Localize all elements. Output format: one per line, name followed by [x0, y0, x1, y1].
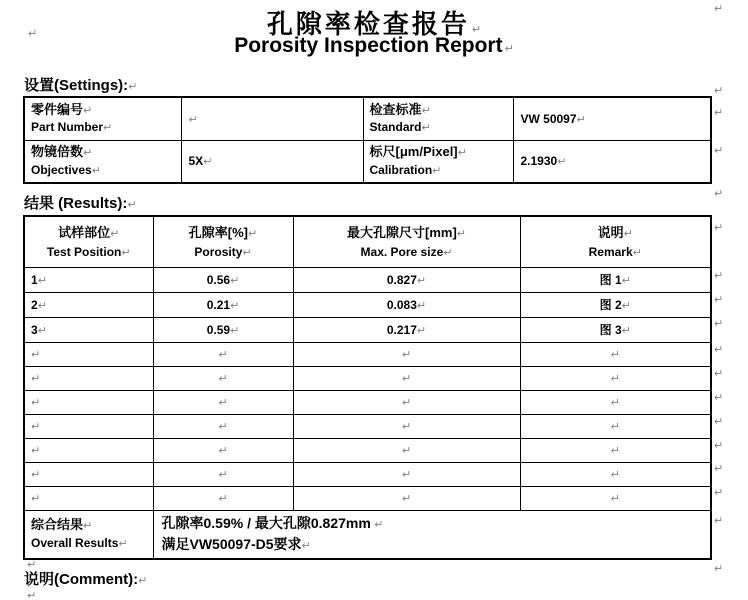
paragraph-mark: ↵ — [610, 372, 620, 385]
paragraph-mark: ↵ — [471, 23, 482, 36]
results-heading — [24, 192, 137, 213]
empty-cell — [293, 390, 520, 414]
paragraph-mark: ↵ — [621, 324, 631, 337]
paragraph-mark: ↵ — [83, 519, 93, 533]
cell-text: 0.083 — [386, 297, 417, 312]
paragraph-mark: ↵ — [714, 269, 724, 282]
paragraph-mark: ↵ — [401, 420, 412, 433]
paragraph-mark: ↵ — [31, 372, 41, 385]
paragraph-mark: ↵ — [714, 514, 724, 527]
cell-text: 0.21 — [206, 297, 231, 312]
paragraph-mark: ↵ — [31, 420, 41, 433]
label-en: Overall Results — [31, 535, 119, 550]
paragraph-mark: ↵ — [416, 323, 427, 337]
paragraph-mark: ↵ — [230, 323, 240, 337]
results-table — [23, 215, 712, 560]
cell-text: 图 2 — [599, 298, 622, 312]
paragraph-mark: ↵ — [218, 444, 228, 457]
settings-heading-text: 设置(Settings): — [24, 77, 129, 94]
cell-text: 3 — [31, 322, 38, 337]
objectives-label — [24, 140, 181, 183]
comment-heading — [24, 568, 147, 589]
comment-heading-text: 说明(Comment): — [24, 571, 139, 588]
paragraph-mark: ↵ — [714, 106, 724, 119]
header-en: Remark — [588, 244, 633, 259]
paragraph-mark: ↵ — [28, 27, 38, 40]
standard-label — [363, 97, 513, 140]
label-en: Calibration — [369, 162, 433, 177]
porosity-cell — [153, 267, 293, 292]
empty-cell — [153, 342, 293, 366]
paragraph-mark: ↵ — [557, 155, 567, 169]
header-zh: 孔隙率[%] — [188, 225, 248, 240]
paragraph-mark: ↵ — [421, 103, 431, 117]
max-pore-cell — [293, 292, 520, 317]
empty-cell — [24, 390, 153, 414]
settings-row-2 — [24, 140, 711, 183]
table-row — [24, 267, 711, 292]
empty-cell — [24, 342, 153, 366]
overall-results-value — [153, 510, 711, 559]
max-pore-cell — [293, 267, 520, 292]
paragraph-mark: ↵ — [610, 444, 620, 457]
empty-table-row — [24, 390, 711, 414]
empty-cell — [520, 366, 711, 390]
cell-text: 0.217 — [386, 322, 417, 337]
paragraph-mark: ↵ — [714, 391, 724, 404]
overall-results-row — [24, 510, 711, 559]
empty-cell — [293, 462, 520, 486]
label-en: Standard — [369, 120, 422, 135]
paragraph-mark: ↵ — [218, 420, 228, 433]
report-title-zh-text: 孔隙率检查报告 — [266, 10, 470, 40]
paragraph-mark: ↵ — [714, 343, 724, 356]
empty-cell — [293, 366, 520, 390]
empty-cell — [520, 342, 711, 366]
paragraph-mark: ↵ — [110, 227, 120, 240]
empty-cell — [293, 486, 520, 510]
test-position-cell — [24, 317, 153, 342]
cell-text: 2 — [31, 297, 38, 312]
table-row — [24, 317, 711, 342]
paragraph-mark: ↵ — [248, 227, 258, 240]
paragraph-mark: ↵ — [714, 221, 724, 234]
header-en: Max. Pore size — [360, 244, 444, 259]
cell-text: 图 1 — [599, 273, 622, 287]
paragraph-mark: ↵ — [127, 198, 137, 211]
paragraph-mark: ↵ — [37, 298, 47, 312]
paragraph-mark: ↵ — [230, 298, 240, 312]
cell-text: 0.827 — [386, 272, 417, 287]
paragraph-mark: ↵ — [623, 227, 633, 240]
paragraph-mark: ↵ — [504, 42, 514, 55]
header-zh: 最大孔隙尺寸[mm] — [347, 225, 457, 240]
paragraph-mark: ↵ — [621, 274, 631, 287]
paragraph-mark: ↵ — [401, 348, 412, 361]
header-max-pore-size — [293, 216, 520, 267]
cell-text: 1 — [31, 272, 38, 287]
empty-cell — [24, 486, 153, 510]
test-position-cell — [24, 292, 153, 317]
remark-cell — [520, 267, 711, 292]
empty-cell — [153, 486, 293, 510]
empty-cell — [24, 414, 153, 438]
settings-table — [23, 96, 712, 184]
header-en: Test Position — [46, 244, 122, 259]
paragraph-mark: ↵ — [610, 348, 620, 361]
paragraph-mark: ↵ — [401, 444, 412, 457]
paragraph-mark: ↵ — [37, 273, 47, 287]
paragraph-mark: ↵ — [31, 396, 41, 409]
empty-table-row — [24, 342, 711, 366]
paragraph-mark: ↵ — [714, 462, 724, 475]
calibration-label — [363, 140, 513, 183]
empty-cell — [520, 486, 711, 510]
paragraph-mark: ↵ — [188, 112, 198, 126]
paragraph-mark: ↵ — [103, 121, 113, 135]
paragraph-mark: ↵ — [714, 367, 724, 380]
paragraph-mark: ↵ — [218, 348, 228, 361]
paragraph-mark: ↵ — [610, 492, 620, 505]
label-en: Part Number — [31, 120, 104, 135]
paragraph-mark: ↵ — [401, 396, 412, 409]
empty-table-row — [24, 462, 711, 486]
header-en: Porosity — [194, 244, 243, 259]
header-remark — [520, 216, 711, 267]
paragraph-mark: ↵ — [218, 396, 228, 409]
empty-cell — [293, 438, 520, 462]
empty-cell — [24, 366, 153, 390]
empty-cell — [520, 438, 711, 462]
paragraph-mark: ↵ — [27, 589, 37, 600]
paragraph-mark: ↵ — [31, 348, 41, 361]
paragraph-mark: ↵ — [31, 444, 41, 457]
header-test-position — [24, 216, 153, 267]
label-zh: 检查标准 — [369, 101, 422, 117]
part-number-value — [181, 97, 363, 140]
empty-cell — [153, 438, 293, 462]
empty-cell — [153, 366, 293, 390]
objectives-value — [181, 140, 363, 183]
paragraph-mark: ↵ — [401, 492, 412, 505]
paragraph-mark: ↵ — [230, 273, 240, 287]
paragraph-mark: ↵ — [443, 245, 453, 259]
paragraph-mark: ↵ — [714, 293, 724, 306]
paragraph-mark: ↵ — [31, 468, 41, 481]
paragraph-mark: ↵ — [416, 273, 427, 287]
empty-cell — [520, 414, 711, 438]
paragraph-mark: ↵ — [218, 468, 228, 481]
empty-cell — [24, 438, 153, 462]
paragraph-mark: ↵ — [714, 187, 724, 200]
paragraph-mark: ↵ — [218, 492, 228, 505]
test-position-cell — [24, 267, 153, 292]
paragraph-mark: ↵ — [714, 439, 724, 452]
label-zh: 物镜倍数 — [31, 144, 84, 160]
paragraph-mark: ↵ — [118, 536, 128, 550]
label-en: Objectives — [31, 162, 92, 177]
part-number-label — [24, 97, 181, 140]
header-porosity — [153, 216, 293, 267]
paragraph-mark: ↵ — [91, 163, 101, 177]
max-pore-cell — [293, 317, 520, 342]
porosity-cell — [153, 292, 293, 317]
results-header-row — [24, 216, 711, 267]
paragraph-mark: ↵ — [610, 420, 620, 433]
header-zh: 说明 — [597, 225, 624, 240]
paragraph-mark: ↵ — [83, 103, 93, 117]
paragraph-mark: ↵ — [203, 155, 213, 169]
results-heading-text: 结果 (Results): — [24, 195, 128, 212]
paragraph-mark: ↵ — [714, 562, 724, 575]
empty-cell — [520, 390, 711, 414]
paragraph-mark: ↵ — [714, 317, 724, 330]
paragraph-mark: ↵ — [121, 245, 131, 259]
paragraph-mark: ↵ — [401, 372, 412, 385]
value-text: 5X — [188, 154, 204, 169]
report-title-en — [0, 34, 748, 58]
empty-cell — [293, 414, 520, 438]
paragraph-mark: ↵ — [128, 80, 138, 93]
empty-table-row — [24, 438, 711, 462]
paragraph-mark: ↵ — [432, 163, 442, 177]
empty-cell — [153, 414, 293, 438]
paragraph-mark: ↵ — [610, 396, 620, 409]
paragraph-mark: ↵ — [714, 2, 724, 15]
paragraph-mark: ↵ — [301, 539, 311, 553]
empty-cell — [153, 390, 293, 414]
paragraph-mark: ↵ — [714, 486, 724, 499]
paragraph-mark: ↵ — [632, 245, 642, 259]
paragraph-mark: ↵ — [242, 245, 252, 259]
cell-text: 图 3 — [599, 323, 622, 337]
label-zh: 零件编号 — [31, 101, 84, 117]
empty-cell — [293, 342, 520, 366]
paragraph-mark: ↵ — [714, 144, 724, 157]
report-title-en-text: Porosity Inspection Report — [234, 34, 503, 57]
paragraph-mark: ↵ — [621, 299, 631, 312]
overall-results-label — [24, 510, 153, 559]
overall-line-2: 满足VW50097-D5要求 — [161, 536, 302, 553]
value-text: VW 50097 — [520, 111, 577, 126]
settings-row-1 — [24, 97, 711, 140]
paragraph-mark: ↵ — [37, 323, 47, 337]
overall-line-1: 孔隙率0.59% / 最大孔隙0.827mm — [161, 514, 371, 531]
paragraph-mark: ↵ — [610, 468, 620, 481]
empty-cell — [520, 462, 711, 486]
paragraph-mark: ↵ — [374, 517, 384, 531]
paragraph-mark: ↵ — [421, 121, 431, 135]
remark-cell — [520, 317, 711, 342]
cell-text: 0.56 — [206, 272, 231, 287]
empty-table-row — [24, 486, 711, 510]
paragraph-mark: ↵ — [456, 227, 466, 240]
empty-table-row — [24, 366, 711, 390]
paragraph-mark: ↵ — [416, 298, 427, 312]
porosity-cell — [153, 317, 293, 342]
paragraph-mark: ↵ — [401, 468, 412, 481]
standard-value — [513, 97, 711, 140]
table-row — [24, 292, 711, 317]
header-zh: 试样部位 — [58, 225, 111, 240]
value-text: 2.1930 — [520, 154, 558, 169]
paragraph-mark: ↵ — [714, 84, 724, 97]
paragraph-mark: ↵ — [576, 112, 586, 126]
label-zh: 标尺[μm/Pixel] — [369, 144, 458, 160]
paragraph-mark: ↵ — [83, 146, 93, 160]
remark-cell — [520, 292, 711, 317]
calibration-value — [513, 140, 711, 183]
settings-heading — [24, 74, 137, 95]
paragraph-mark: ↵ — [138, 574, 148, 587]
empty-cell — [153, 462, 293, 486]
label-zh: 综合结果 — [31, 517, 84, 533]
paragraph-mark: ↵ — [714, 415, 724, 428]
paragraph-mark: ↵ — [31, 492, 41, 505]
paragraph-mark: ↵ — [27, 558, 37, 571]
paragraph-mark: ↵ — [218, 372, 228, 385]
empty-cell — [24, 462, 153, 486]
cell-text: 0.59 — [206, 322, 231, 337]
paragraph-mark: ↵ — [457, 146, 467, 160]
empty-table-row — [24, 414, 711, 438]
